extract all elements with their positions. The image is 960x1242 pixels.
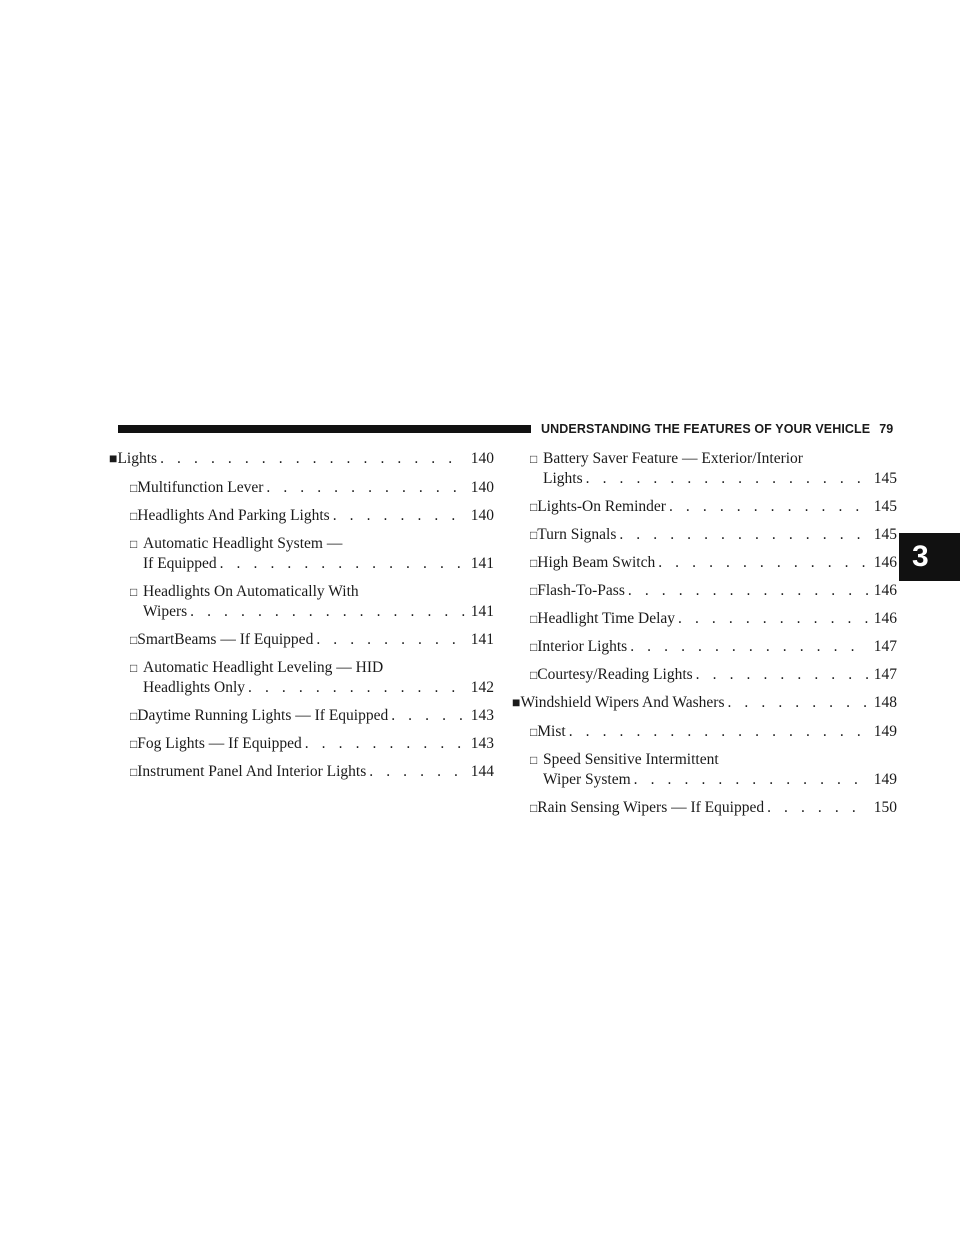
hollow-square-icon: □ [530, 612, 538, 626]
toc-entry-title: Headlight Time Delay [537, 610, 676, 627]
toc-line [530, 798, 897, 818]
hollow-square-icon: □ [130, 585, 138, 599]
toc-entry[interactable] [526, 553, 897, 573]
toc-line [530, 609, 897, 629]
toc-entry[interactable] [126, 630, 494, 650]
toc-line [543, 469, 897, 489]
toc-page-number: 145 [873, 526, 897, 543]
toc-entry[interactable] [526, 750, 897, 790]
toc-line [130, 734, 494, 754]
toc-entry-title: Headlights And Parking Lights [137, 507, 330, 524]
toc-entry[interactable] [126, 582, 494, 622]
hollow-square-icon: □ [530, 753, 538, 767]
toc-entry-title: Courtesy/Reading Lights [537, 666, 693, 683]
toc-entry[interactable] [526, 449, 897, 489]
dot-leader [678, 609, 868, 629]
dot-leader [190, 602, 465, 622]
hollow-square-icon: □ [530, 500, 538, 514]
toc-line [130, 658, 494, 678]
toc-line [143, 554, 494, 574]
toc-entry-title: Battery Saver Feature — Exterior/Interior [543, 450, 803, 467]
header-page-number: 79 [879, 422, 894, 436]
toc-page-number: 143 [470, 735, 494, 752]
dot-leader [369, 762, 464, 782]
toc-entry-title: Headlights On Automatically With [143, 583, 359, 600]
toc-page-number: 149 [873, 771, 897, 788]
hollow-square-icon: □ [130, 633, 138, 647]
toc-page-number: 140 [470, 479, 494, 496]
header-rule [118, 425, 531, 433]
chapter-tab[interactable]: 3 [899, 533, 960, 581]
toc-page-number: 146 [873, 554, 897, 571]
hollow-square-icon: □ [130, 509, 138, 523]
toc-page-number: 141 [470, 603, 494, 620]
dot-leader [160, 449, 465, 469]
toc-line [143, 602, 494, 622]
hollow-square-icon: □ [530, 528, 538, 542]
dot-leader [248, 678, 465, 698]
toc-line [530, 637, 897, 657]
hollow-square-icon: □ [530, 556, 538, 570]
hollow-square-icon: □ [530, 640, 538, 654]
toc-entry-title: Instrument Panel And Interior Lights [137, 763, 367, 780]
filled-square-icon: ■ [109, 452, 118, 467]
toc-entry-title: Daytime Running Lights — If Equipped [137, 707, 389, 724]
hollow-square-icon: □ [530, 584, 538, 598]
hollow-square-icon: □ [130, 737, 138, 751]
toc-page-number: 149 [873, 723, 897, 740]
toc-entry[interactable] [126, 734, 494, 754]
toc-entry[interactable] [514, 693, 897, 714]
toc-entry-title: If Equipped [143, 555, 217, 572]
toc-line [543, 770, 897, 790]
toc-page-number: 140 [470, 450, 494, 467]
toc-page-number: 147 [873, 638, 897, 655]
toc-entry-title: Interior Lights [537, 638, 628, 655]
toc-page-number: 144 [470, 763, 494, 780]
toc-entry[interactable] [526, 609, 897, 629]
dot-leader [628, 581, 868, 601]
toc-line [530, 449, 897, 469]
dot-leader [727, 693, 867, 713]
toc-line [530, 750, 897, 770]
header-title: UNDERSTANDING THE FEATURES OF YOUR VEHICLE [541, 422, 871, 436]
toc-entry-title: Lights-On Reminder [537, 498, 666, 515]
toc-line [530, 525, 897, 545]
toc-entry-title: Speed Sensitive Intermittent [543, 751, 719, 768]
toc-entry-title: Flash-To-Pass [537, 582, 625, 599]
toc-entry-title: Wipers [143, 603, 188, 620]
toc-line [130, 534, 494, 554]
hollow-square-icon: □ [130, 481, 138, 495]
dot-leader [619, 525, 867, 545]
dot-leader [630, 637, 868, 657]
dot-leader [220, 554, 465, 574]
toc-entry-title: Wiper System [543, 771, 631, 788]
toc-page-number: 141 [470, 631, 494, 648]
dot-leader [316, 630, 464, 650]
toc-entry[interactable] [526, 722, 897, 742]
dot-leader [658, 553, 868, 573]
toc-right-column [512, 449, 897, 826]
toc-entry-title: Headlights Only [143, 679, 246, 696]
dot-leader [305, 734, 465, 754]
filled-square-icon: ■ [512, 696, 521, 711]
toc-entry-title: SmartBeams — If Equipped [137, 631, 314, 648]
toc-page-number: 146 [873, 582, 897, 599]
toc-entry[interactable] [526, 637, 897, 657]
toc-entry-title: Automatic Headlight Leveling — HID [143, 659, 384, 676]
dot-leader [669, 497, 868, 517]
toc-entry[interactable] [126, 706, 494, 726]
toc-page-number: 143 [470, 707, 494, 724]
toc-entry[interactable] [526, 497, 897, 517]
toc-page-number: 147 [873, 666, 897, 683]
toc-line [530, 722, 897, 742]
toc-entry-title: Lights [543, 470, 583, 487]
toc-entry-title: Lights [117, 450, 158, 467]
toc-entry-title: Automatic Headlight System — [143, 535, 343, 552]
toc-entry[interactable] [126, 478, 494, 498]
toc-page-number: 142 [470, 679, 494, 696]
hollow-square-icon: □ [530, 725, 538, 739]
toc-page-number: 148 [873, 694, 897, 711]
dot-leader [333, 506, 465, 526]
toc-entry-title: Windshield Wipers And Washers [520, 694, 725, 711]
toc-entry[interactable] [126, 762, 494, 782]
dot-leader [767, 798, 868, 818]
toc-line [530, 665, 897, 685]
toc-entry-title: Mist [537, 723, 566, 740]
toc-page-number: 145 [873, 470, 897, 487]
toc-entry[interactable] [109, 449, 494, 470]
toc-line [530, 553, 897, 573]
hollow-square-icon: □ [530, 668, 538, 682]
toc-entry[interactable] [126, 506, 494, 526]
toc-entry[interactable] [126, 534, 494, 574]
running-header [541, 421, 897, 437]
dot-leader [634, 770, 868, 790]
toc-left-column [109, 449, 494, 790]
toc-line [530, 581, 897, 601]
toc-entry-title: Multifunction Lever [137, 479, 264, 496]
dot-leader [391, 706, 465, 726]
toc-line [130, 706, 494, 726]
hollow-square-icon: □ [130, 709, 138, 723]
toc-line [512, 693, 897, 714]
toc-line [530, 497, 897, 517]
dot-leader [586, 469, 868, 489]
toc-entry[interactable] [526, 798, 897, 818]
toc-line [143, 678, 494, 698]
toc-entry[interactable] [526, 581, 897, 601]
toc-line [130, 582, 494, 602]
toc-entry-title: Turn Signals [537, 526, 617, 543]
toc-line [130, 630, 494, 650]
toc-line [130, 762, 494, 782]
toc-entry[interactable] [126, 658, 494, 698]
hollow-square-icon: □ [130, 661, 138, 675]
toc-entry-title: High Beam Switch [537, 554, 656, 571]
toc-line [109, 449, 494, 470]
toc-entry-title: Rain Sensing Wipers — If Equipped [537, 799, 765, 816]
toc-page-number: 145 [873, 498, 897, 515]
toc-page-number: 141 [470, 555, 494, 572]
toc-entry[interactable] [526, 665, 897, 685]
toc-page-number: 146 [873, 610, 897, 627]
hollow-square-icon: □ [530, 452, 538, 466]
hollow-square-icon: □ [130, 537, 138, 551]
toc-line [130, 478, 494, 498]
toc-page-number: 140 [470, 507, 494, 524]
toc-entry-title: Fog Lights — If Equipped [137, 735, 302, 752]
dot-leader [569, 722, 868, 742]
dot-leader [266, 478, 464, 498]
toc-entry[interactable] [526, 525, 897, 545]
hollow-square-icon: □ [130, 765, 138, 779]
dot-leader [696, 665, 868, 685]
toc-line [130, 506, 494, 526]
hollow-square-icon: □ [530, 801, 538, 815]
toc-page-number: 150 [873, 799, 897, 816]
